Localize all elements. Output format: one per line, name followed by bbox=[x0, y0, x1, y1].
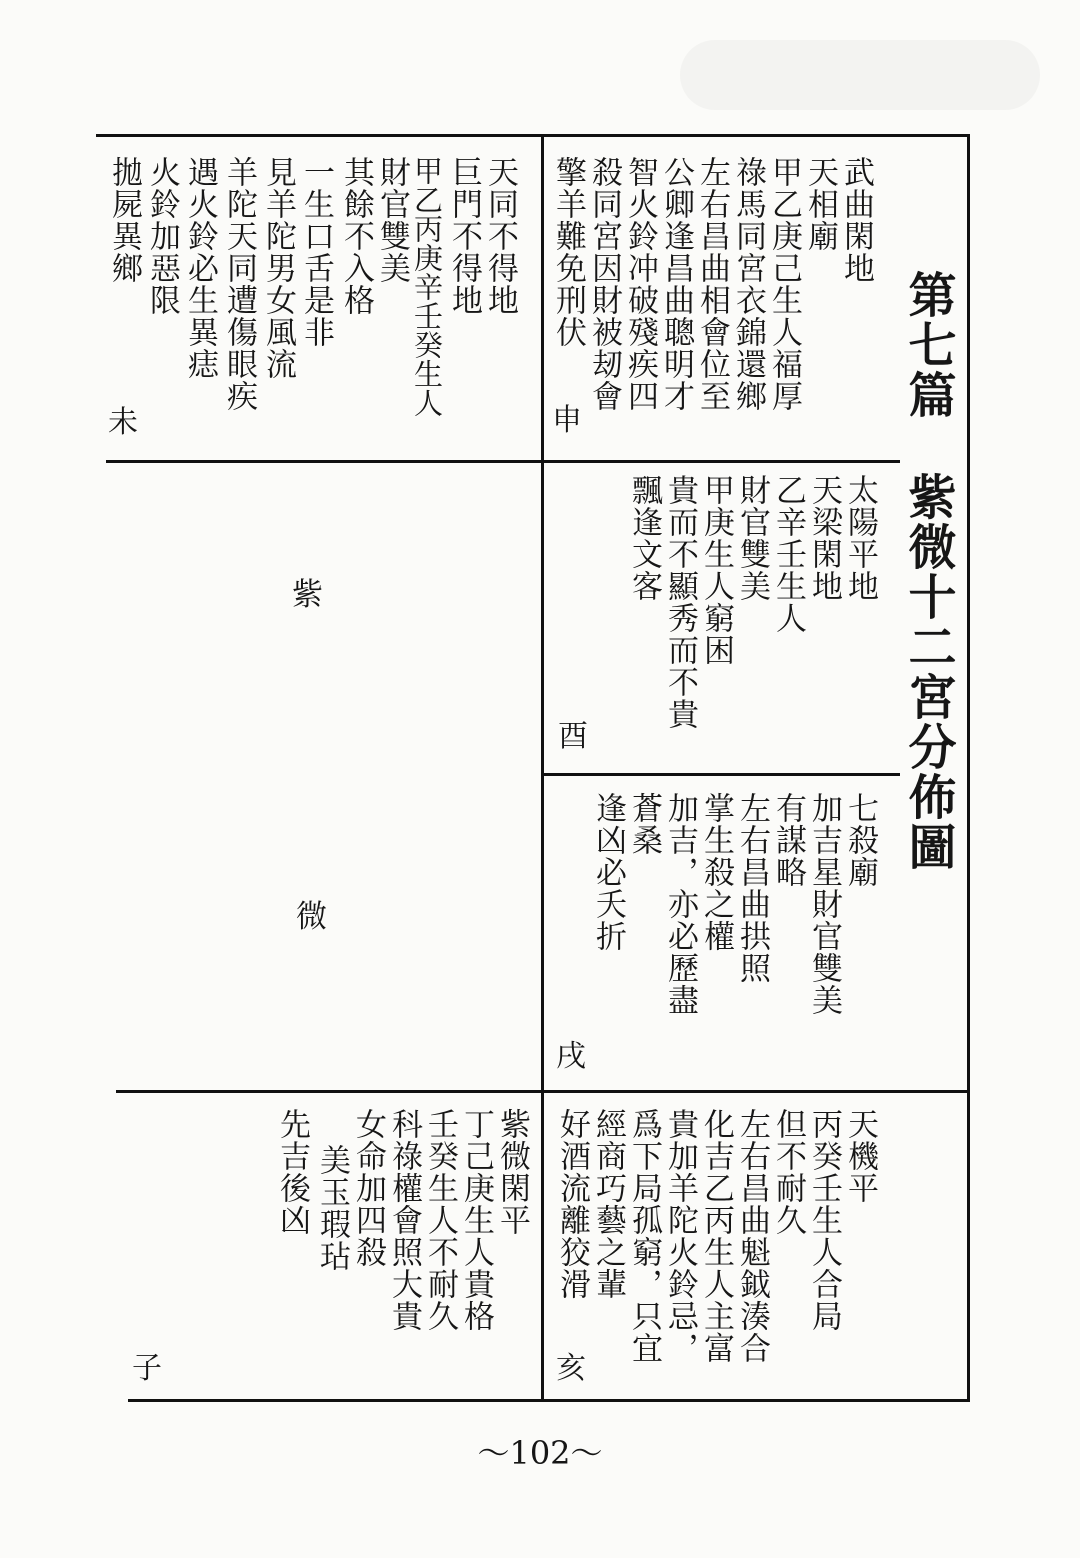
hai-col-3: 但不耐久 bbox=[770, 1108, 806, 1236]
branch-hai: 亥 bbox=[556, 1351, 586, 1386]
shen-col-3: 甲乙庚己生人福厚 bbox=[766, 156, 802, 412]
zi-col-1: 紫微閑平 bbox=[494, 1108, 530, 1236]
you-col-7: 飄逢文客 bbox=[626, 474, 662, 602]
branch-zi: 子 bbox=[132, 1351, 162, 1386]
wei-col-1: 天同不得地 bbox=[482, 156, 518, 316]
hai-col-2: 丙癸壬生人合局 bbox=[806, 1108, 842, 1332]
wei-col-11: 拋屍異鄉 bbox=[106, 156, 142, 284]
hai-col-7: 爲下局孤窮，只宜 bbox=[626, 1108, 662, 1364]
shen-col-1: 武曲閑地 bbox=[838, 156, 874, 284]
xu-col-6: 加吉，亦必歷盡 bbox=[662, 792, 698, 1016]
you-col-3: 乙辛壬生人 bbox=[770, 474, 806, 634]
xu-col-1: 七殺廟 bbox=[842, 792, 878, 888]
title-part1: 第七篇 bbox=[900, 270, 956, 420]
you-col-4: 財官雙美 bbox=[734, 474, 770, 602]
zi-col-6: 美玉瑕玷 bbox=[314, 1144, 350, 1272]
xu-col-8: 逢凶必夭折 bbox=[590, 792, 626, 952]
wei-col-2: 巨門不得地 bbox=[446, 156, 482, 316]
hai-col-1: 天機平 bbox=[842, 1108, 878, 1204]
divider-you-xu bbox=[541, 773, 900, 776]
you-col-5: 甲庚生人窮困 bbox=[698, 474, 734, 666]
wei-col-7: 見羊陀男女風流 bbox=[260, 156, 296, 380]
shen-col-5: 左右昌曲相會位至 bbox=[694, 156, 730, 412]
hai-col-5: 化吉乙丙生人主富 bbox=[698, 1108, 734, 1364]
branch-xu: 戌 bbox=[556, 1039, 586, 1074]
wei-col-10: 火鈴加惡限 bbox=[144, 156, 180, 316]
title-part2: 紫微十二宮分佈圖 bbox=[900, 472, 956, 872]
zi-col-3: 壬癸生人不耐久 bbox=[422, 1108, 458, 1332]
shen-col-9: 擎羊難免刑伏 bbox=[550, 156, 586, 348]
center-char-2: 微 bbox=[296, 899, 327, 935]
divider-row1 bbox=[106, 460, 900, 463]
page-number: ～102～ bbox=[477, 1434, 603, 1472]
wei-col-8: 羊陀天同遭傷眼疾 bbox=[221, 156, 257, 412]
zi-col-2: 丁己庚生人貴格 bbox=[458, 1108, 494, 1332]
center-char-1: 紫 bbox=[292, 577, 323, 613]
wei-col-4: 財官雙美 bbox=[374, 156, 410, 284]
xu-col-3: 有謀略 bbox=[770, 792, 806, 888]
you-col-6: 貴而不顯秀而不貴 bbox=[662, 474, 698, 730]
wei-col-5: 其餘不入格 bbox=[338, 156, 374, 316]
shen-col-8: 殺同宮因財被刼會 bbox=[586, 156, 622, 412]
divider-row3 bbox=[116, 1090, 970, 1093]
top-border bbox=[96, 134, 970, 137]
scan-shadow bbox=[680, 40, 1040, 110]
xu-col-7: 蒼桑 bbox=[626, 792, 662, 856]
hai-col-8: 經商巧藝之輩 bbox=[590, 1108, 626, 1300]
xu-col-2: 加吉星財官雙美 bbox=[806, 792, 842, 1016]
bottom-border bbox=[128, 1399, 970, 1402]
zi-col-7: 先吉後凶 bbox=[274, 1108, 310, 1236]
page-title bbox=[900, 270, 956, 872]
hai-col-6: 貴加羊陀火鈴忌， bbox=[662, 1108, 698, 1364]
xu-col-5: 掌生殺之權 bbox=[698, 792, 734, 952]
shen-col-6: 公卿逢昌曲聰明才 bbox=[658, 156, 694, 412]
hai-col-4: 左右昌曲魁鉞湊合 bbox=[734, 1108, 770, 1364]
shen-col-7: 智火鈴冲破殘疾四 bbox=[622, 156, 658, 412]
zi-col-5: 女命加四殺 bbox=[350, 1108, 386, 1268]
zi-col-4: 科祿權會照大貴 bbox=[386, 1108, 422, 1332]
vertical-divider bbox=[541, 134, 544, 1402]
you-col-1: 太陽平地 bbox=[842, 474, 878, 602]
right-border bbox=[967, 134, 970, 1402]
shen-col-2: 天相廟 bbox=[802, 156, 838, 252]
wei-col-6: 一生口舌是非 bbox=[298, 156, 334, 348]
xu-col-4: 左右昌曲拱照 bbox=[734, 792, 770, 984]
branch-wei: 未 bbox=[108, 405, 138, 440]
you-col-2: 天梁閑地 bbox=[806, 474, 842, 602]
branch-shen: 申 bbox=[552, 403, 582, 438]
branch-you: 酉 bbox=[558, 719, 588, 754]
wei-col-9: 遇火鈴必生異痣 bbox=[182, 156, 218, 380]
shen-col-4: 祿馬同宮衣錦還鄉 bbox=[730, 156, 766, 412]
wei-col-3: 甲乙丙庚辛壬癸生人 bbox=[410, 156, 444, 417]
hai-col-9: 好酒流離狡滑 bbox=[554, 1108, 590, 1300]
